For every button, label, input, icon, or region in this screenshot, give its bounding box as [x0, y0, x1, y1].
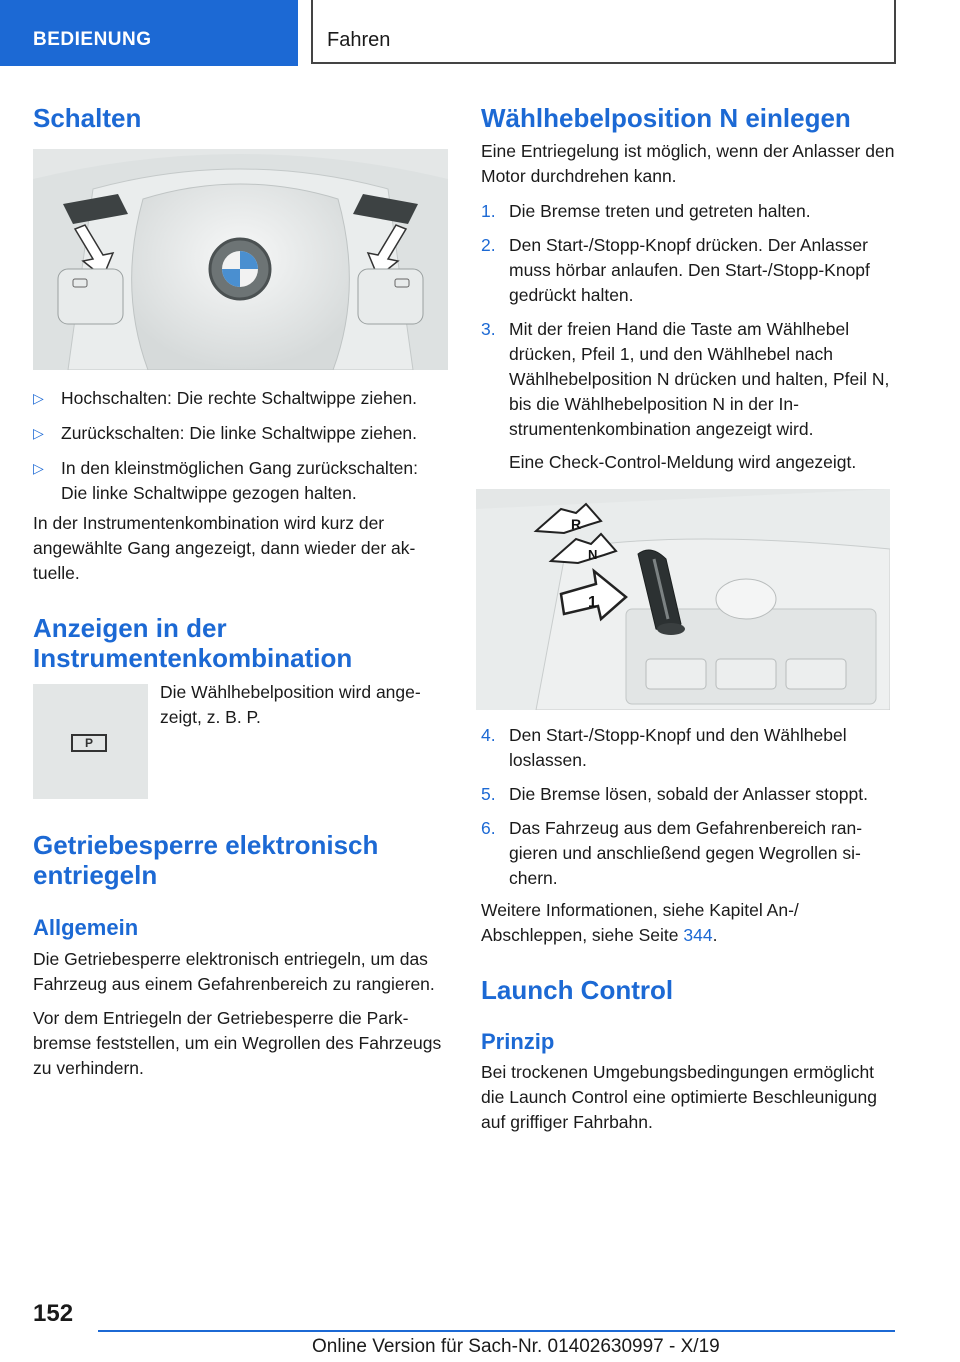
step-number: 2.: [481, 235, 496, 255]
chapter-tab: Fahren: [311, 0, 896, 64]
list-item: [481, 317, 895, 475]
allgemein-paragraph-2: Vor dem Entriegeln der Getriebesperre die Parkbremse feststellen, um ein Wegrollen des Fahrzeugs zu verhindern.: [33, 1008, 442, 1078]
list-item: [481, 782, 895, 807]
page-number: 152: [33, 1300, 74, 1327]
step-text: Das Fahrzeug aus dem Gefahrenbereich rangieren und anschließend gegen Wegrollen sichern.: [509, 818, 863, 888]
n-intro: Eine Entriegelung ist möglich, wenn der Anlasser den Motor durchdrehen kann.: [481, 141, 895, 186]
step-number: 5.: [481, 784, 496, 804]
step-text: Mit der freien Hand die Taste am Wählhebel drücken, Pfeil 1, und den Wählhebel nach Wählhebelposition N drücken und halten, Pfeil N, bis die Wählhebelposition N in der Instrumentenkombination angezeigt wird.: [509, 319, 890, 439]
step-text: Die Bremse treten und getreten halten.: [509, 201, 811, 221]
heading-allgemein: Allgemein: [33, 915, 139, 940]
heading-anzeigen: Anzeigen in der Instrumentenkombination: [33, 613, 353, 673]
heading-launch-control: Launch Control: [481, 975, 674, 1005]
step-number: 1.: [481, 201, 496, 221]
steps-list-b: [481, 723, 895, 891]
list-item: [33, 421, 448, 446]
list-item-text: Hochschalten: Die rechte Schaltwippe ziehen.: [61, 388, 418, 408]
heading-prinzip: Prinzip: [481, 1029, 555, 1054]
instrument-display-figure: [33, 684, 148, 799]
step-text: Den Start-/Stopp-Knopf und den Wählhebel loslassen.: [509, 725, 847, 770]
anzeigen-text: Die Wählhebelposition wird angezeigt, z. B. P.: [160, 682, 421, 727]
heading-schalten: Schalten: [33, 103, 142, 133]
gear-selector-figure: [476, 489, 890, 710]
left-column: [33, 100, 448, 1081]
heading-n-einlegen: Wählhebelposition N einlegen: [481, 103, 851, 133]
list-item: [481, 199, 895, 224]
step-number: 6.: [481, 818, 496, 838]
more-info-suffix: .: [712, 925, 718, 945]
gear-letter: P: [84, 736, 93, 750]
step3-note: Eine Check-Control-Meldung wird angezeigt.: [509, 452, 857, 472]
steps-list-a: [481, 199, 895, 475]
anzeigen-block: [33, 684, 448, 802]
step-text: Den Start-/Stopp-Knopf drücken. Der Anlasser muss hörbar anlaufen. Den Start-/Stopp-Knopf gedrückt halten.: [509, 235, 870, 305]
more-info-paragraph: [481, 898, 895, 948]
step-text: Die Bremse lösen, sobald der Anlasser stoppt.: [509, 784, 868, 804]
gear-selector-illustration: [476, 489, 890, 710]
list-item: [481, 816, 895, 891]
section-tab: BEDIENUNG: [0, 0, 298, 66]
heading-getriebesperre: Getriebesperre elektronisch entriegeln: [33, 830, 379, 890]
more-info-text: Weitere Informationen, siehe Kapitel An-/ Abschleppen, siehe Seite: [481, 900, 799, 945]
triangle-bullet-icon: ▷: [33, 460, 44, 476]
footer-online-version: Online Version für Sach-Nr. 01402630997 - X/19: [312, 1336, 720, 1357]
list-item-text: Zurückschalten: Die linke Schaltwippe ziehen.: [61, 423, 418, 443]
gear-indicator: [71, 734, 107, 752]
list-item: [33, 456, 448, 506]
steering-wheel-illustration: [33, 149, 448, 370]
allgemein-paragraph-1: Die Getriebesperre elektronisch entriegeln, um das Fahrzeug aus einem Gefahrenbereich zu rangieren.: [33, 949, 435, 994]
label-n: N: [588, 547, 598, 562]
page-header: [0, 0, 960, 66]
list-item: [481, 723, 895, 773]
step-number: 3.: [481, 319, 496, 339]
page-reference-link[interactable]: 344: [683, 925, 713, 945]
triangle-bullet-icon: ▷: [33, 425, 44, 441]
label-arrow-1: 1: [588, 594, 597, 611]
schalten-paragraph: In der Instrumentenkombination wird kurz der angewählte Gang angezeigt, dann wieder der aktuelle.: [33, 513, 416, 583]
prinzip-paragraph: Bei trockenen Umgebungsbedingungen ermöglicht die Launch Control eine optimierte Beschleunigung auf griffiger Fahrbahn.: [481, 1062, 877, 1132]
list-item: [481, 233, 895, 308]
steering-wheel-figure: [33, 149, 448, 370]
list-item-text: In den kleinstmöglichen Gang zurückschalten: Die linke Schaltwippe gezogen halten.: [61, 458, 419, 503]
label-r: R: [571, 516, 582, 532]
right-column: [481, 100, 895, 1135]
step-number: 4.: [481, 725, 496, 745]
list-item: [33, 386, 448, 411]
triangle-bullet-icon: ▷: [33, 390, 44, 406]
schalten-list: [33, 386, 448, 506]
footer-divider: [98, 1330, 895, 1332]
